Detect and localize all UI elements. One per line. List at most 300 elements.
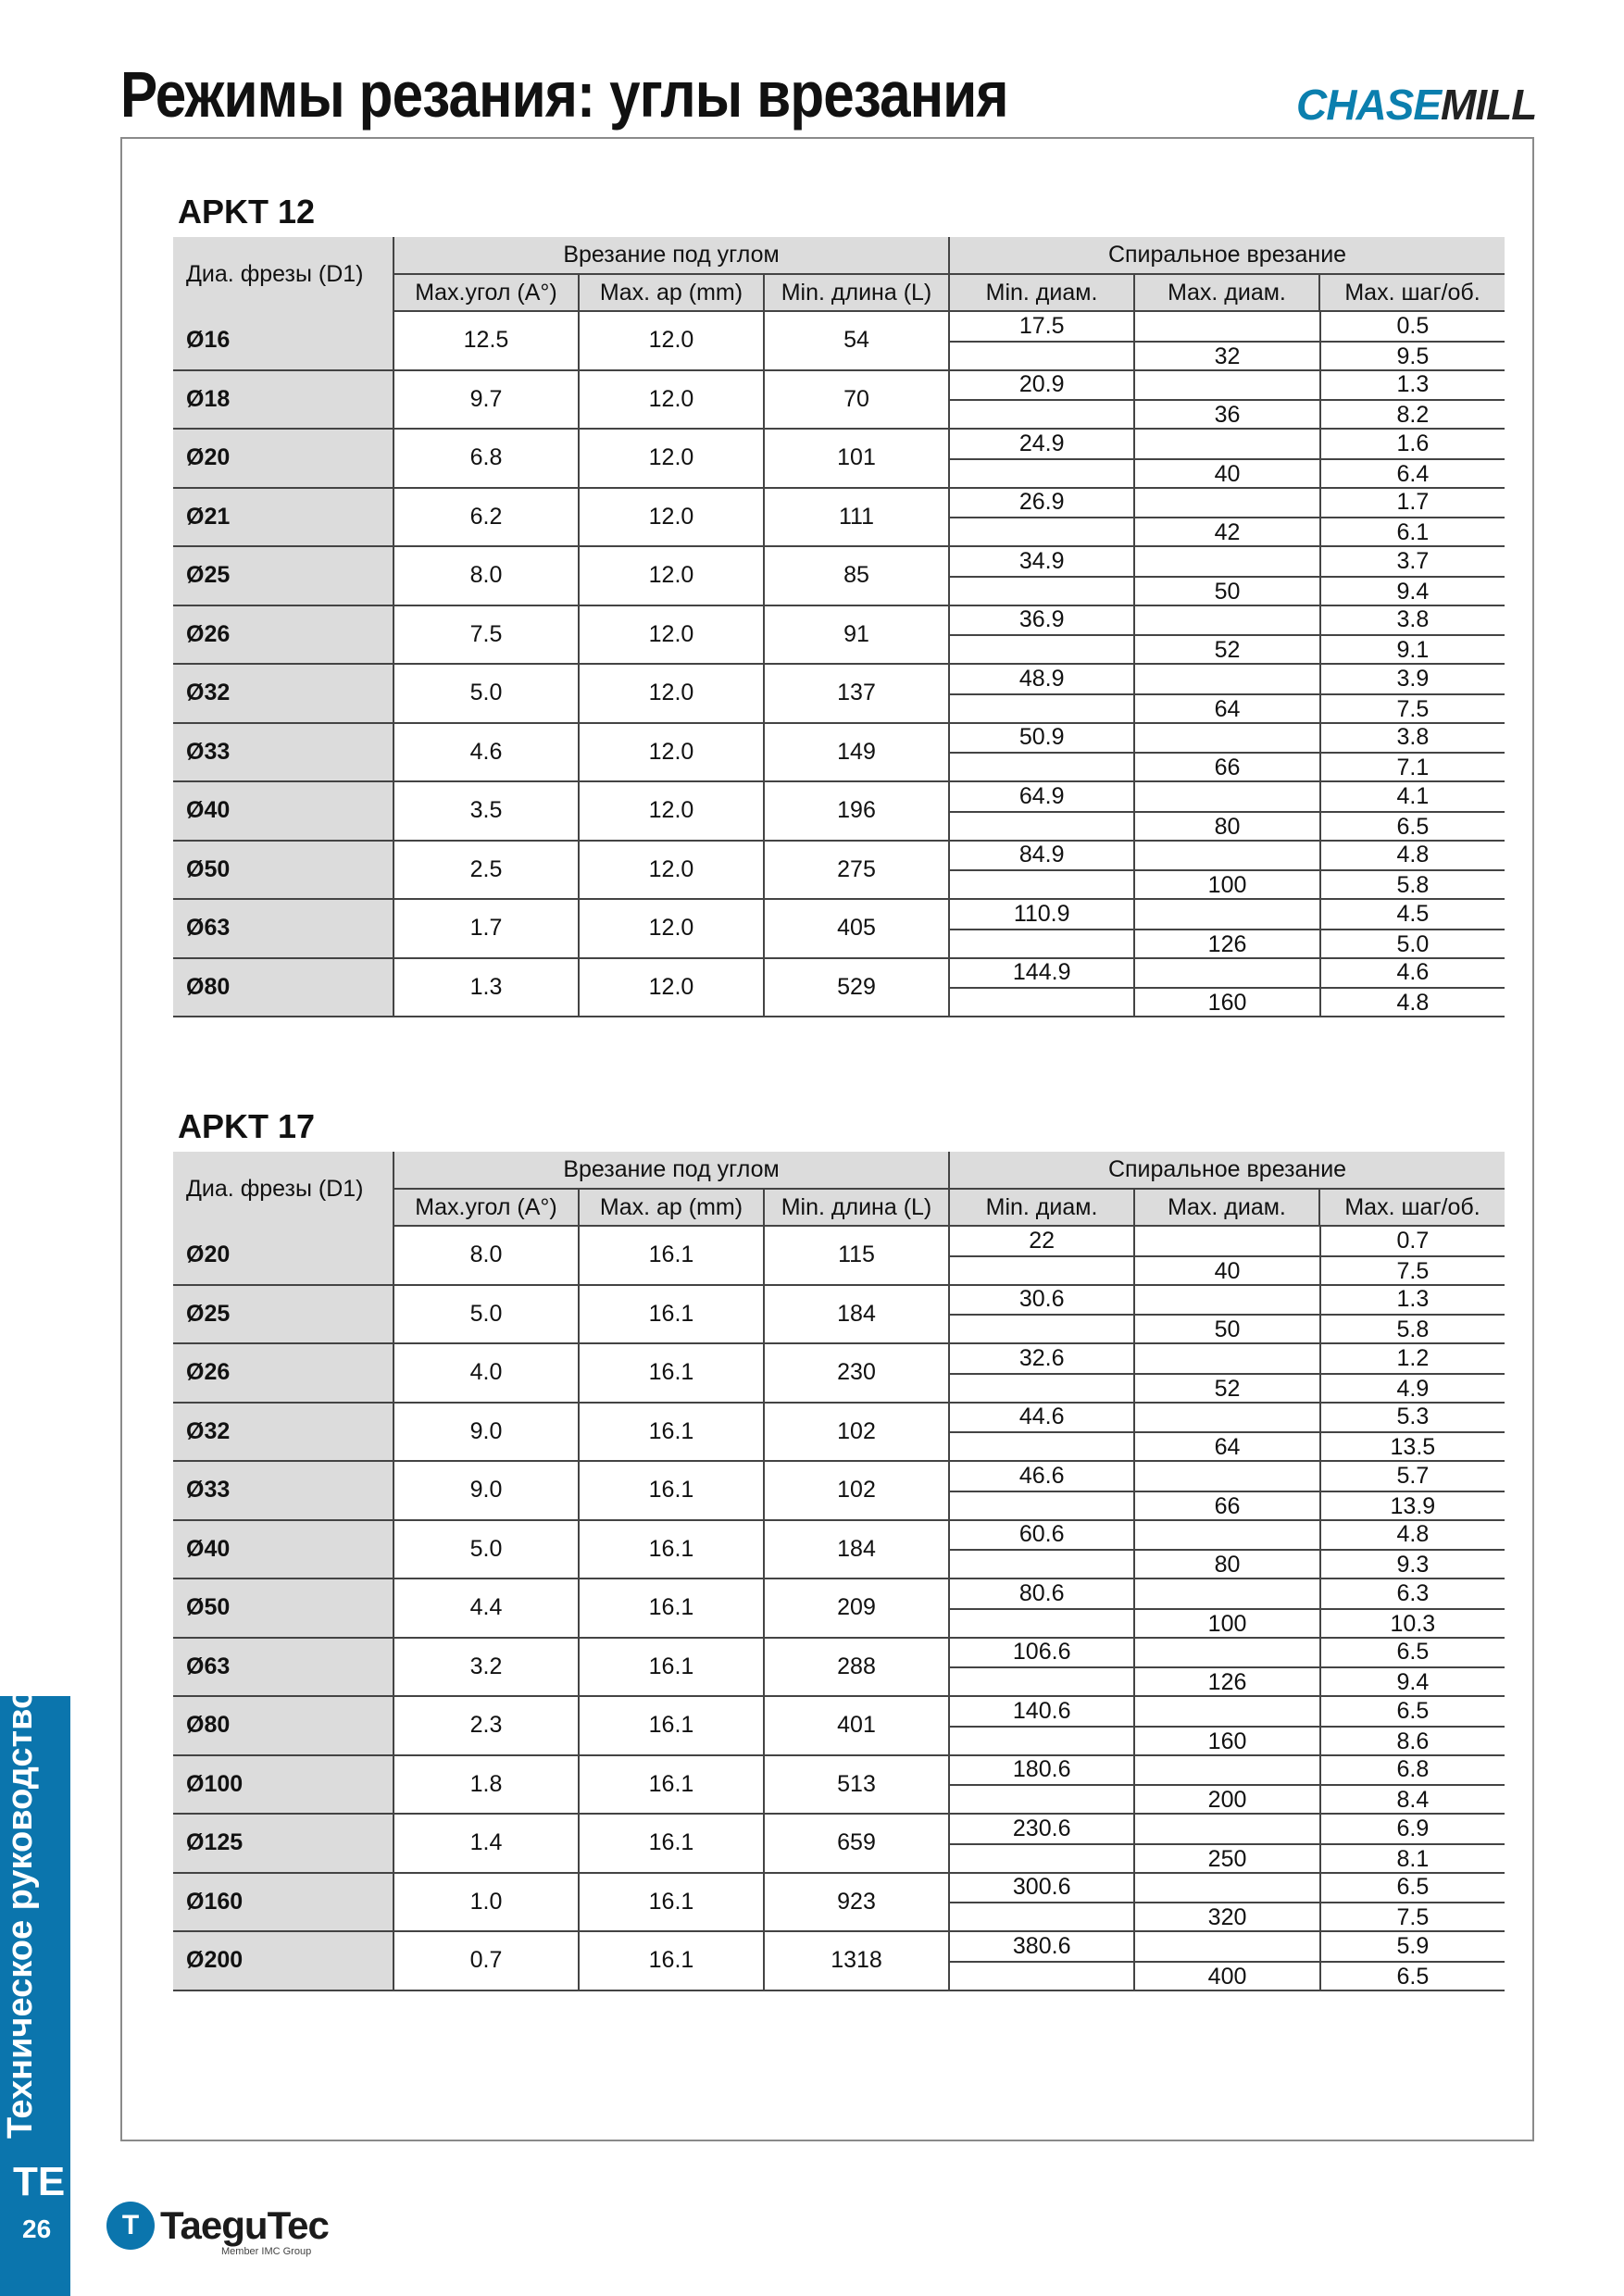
- max-dia-cell: 42: [1135, 518, 1320, 547]
- cutter-dia-cell: Ø50: [173, 1578, 394, 1638]
- table-row: [173, 723, 1505, 782]
- cutter-dia-cell: Ø200: [173, 1931, 394, 1990]
- helical-cell-group: [949, 664, 1505, 723]
- header-group-helical: Спиральное врезание: [949, 1152, 1505, 1189]
- header-max-angle: Max.угол (A°): [394, 1189, 579, 1226]
- max-ap-cell: 12.0: [579, 429, 764, 488]
- max-pitch-cell-2: 8.2: [1396, 402, 1430, 429]
- min-dia-cell: 22: [950, 1227, 1135, 1255]
- max-angle-cell: 0.7: [394, 1931, 579, 1990]
- helical-cell-group: [949, 1814, 1505, 1873]
- min-dia-cell: 17.5: [950, 312, 1135, 341]
- max-pitch-cell-1: 1.2: [1396, 1344, 1430, 1371]
- min-length-cell: 54: [764, 311, 949, 370]
- max-pitch-cell-2: 9.4: [1396, 578, 1430, 605]
- helical-cell-group: [949, 723, 1505, 782]
- max-pitch-cell-2: 7.5: [1396, 1904, 1430, 1931]
- max-angle-cell: 12.5: [394, 311, 579, 370]
- min-length-cell: 1318: [764, 1931, 949, 1990]
- max-ap-cell: 16.1: [579, 1578, 764, 1638]
- max-dia-cell: 320: [1135, 1903, 1320, 1932]
- max-dia-cell: 50: [1135, 1316, 1320, 1344]
- empty-cell: [950, 1551, 1135, 1579]
- max-pitch-cell-2: 13.9: [1390, 1492, 1436, 1519]
- min-length-cell: 288: [764, 1638, 949, 1697]
- min-length-cell: 102: [764, 1461, 949, 1520]
- max-angle-cell: 2.3: [394, 1696, 579, 1755]
- max-pitch-cell-2: 6.1: [1396, 519, 1430, 546]
- min-dia-cell: 46.6: [950, 1462, 1135, 1491]
- table-row: [173, 664, 1505, 723]
- empty-cell: [1135, 1815, 1320, 1843]
- empty-cell: [1135, 1462, 1320, 1491]
- max-angle-cell: 5.0: [394, 1285, 579, 1344]
- section-title-apkt17: APKT 17: [178, 1107, 316, 1145]
- max-ap-cell: 12.0: [579, 488, 764, 547]
- min-length-cell: 137: [764, 664, 949, 723]
- cutter-dia-cell: Ø20: [173, 429, 394, 488]
- cutter-dia-cell: Ø160: [173, 1873, 394, 1932]
- empty-cell: [1135, 430, 1320, 458]
- max-angle-cell: 1.7: [394, 899, 579, 958]
- cutter-dia-cell: Ø80: [173, 958, 394, 1017]
- helical-cell-group: [949, 1578, 1505, 1638]
- empty-cell: [1135, 1756, 1320, 1785]
- empty-cell: [1135, 1579, 1320, 1608]
- max-pitch-cell-2: 9.4: [1396, 1669, 1430, 1696]
- max-pitch-cell-1: 1.7: [1396, 489, 1430, 516]
- max-ap-cell: 16.1: [579, 1520, 764, 1579]
- max-ap-cell: 12.0: [579, 899, 764, 958]
- table-row: [173, 781, 1505, 841]
- cutter-dia-cell: Ø33: [173, 723, 394, 782]
- max-pitch-cell-2: 4.8: [1396, 990, 1430, 1017]
- max-angle-cell: 9.0: [394, 1403, 579, 1462]
- min-length-cell: 111: [764, 488, 949, 547]
- max-dia-cell: 66: [1135, 1492, 1320, 1521]
- header-group-ramp: Врезание под углом: [394, 1152, 949, 1189]
- max-pitch-cell-1: 3.8: [1396, 724, 1430, 751]
- max-pitch-cell-1: 4.8: [1396, 1521, 1430, 1548]
- helical-cell-group: [949, 1931, 1505, 1990]
- header-min-dia: Min. диам.: [949, 1189, 1134, 1226]
- max-pitch-cell-2: 6.5: [1396, 1963, 1430, 1990]
- max-pitch-cell-1: 6.8: [1396, 1756, 1430, 1783]
- max-dia-cell: 32: [1135, 343, 1320, 371]
- spec-table-apkt12: [173, 237, 1505, 1017]
- side-tab-label: Техническое руководство: [1, 1687, 40, 2139]
- header-min-length: Min. длина (L): [764, 274, 949, 311]
- min-dia-cell: 48.9: [950, 665, 1135, 693]
- min-dia-cell: 34.9: [950, 547, 1135, 576]
- empty-cell: [950, 636, 1135, 665]
- helical-cell-group: [949, 1755, 1505, 1815]
- empty-cell: [1135, 1344, 1320, 1373]
- empty-cell: [950, 813, 1135, 842]
- max-pitch-cell-2: 8.6: [1396, 1728, 1430, 1754]
- min-length-cell: 196: [764, 781, 949, 841]
- min-length-cell: 513: [764, 1755, 949, 1815]
- empty-cell: [1135, 547, 1320, 576]
- empty-cell: [950, 754, 1135, 782]
- cutter-dia-cell: Ø63: [173, 1638, 394, 1697]
- max-pitch-cell-1: 3.7: [1396, 547, 1430, 574]
- max-dia-cell: 100: [1135, 871, 1320, 900]
- cutter-dia-cell: Ø25: [173, 546, 394, 605]
- empty-cell: [950, 930, 1135, 959]
- empty-cell: [1135, 1639, 1320, 1667]
- max-ap-cell: 16.1: [579, 1696, 764, 1755]
- empty-cell: [950, 1433, 1135, 1462]
- max-pitch-cell-1: 3.9: [1396, 665, 1430, 692]
- empty-cell: [950, 1963, 1135, 1991]
- min-length-cell: 529: [764, 958, 949, 1017]
- empty-cell: [950, 1786, 1135, 1815]
- table-row: [173, 1696, 1505, 1755]
- helical-cell-group: [949, 429, 1505, 488]
- max-dia-cell: 64: [1135, 695, 1320, 724]
- max-ap-cell: 16.1: [579, 1343, 764, 1403]
- cutter-dia-cell: Ø63: [173, 899, 394, 958]
- max-pitch-cell-2: 7.5: [1396, 695, 1430, 722]
- max-pitch-cell-1: 6.5: [1396, 1697, 1430, 1724]
- empty-cell: [1135, 665, 1320, 693]
- empty-cell: [950, 1668, 1135, 1697]
- table-row: [173, 1578, 1505, 1638]
- min-length-cell: 230: [764, 1343, 949, 1403]
- min-length-cell: 275: [764, 841, 949, 900]
- max-dia-cell: 80: [1135, 1551, 1320, 1579]
- empty-cell: [1135, 312, 1320, 341]
- helical-cell-group: [949, 841, 1505, 900]
- helical-cell-group: [949, 1520, 1505, 1579]
- max-dia-cell: 160: [1135, 1728, 1320, 1756]
- empty-cell: [1135, 1227, 1320, 1255]
- max-angle-cell: 6.2: [394, 488, 579, 547]
- max-angle-cell: 9.7: [394, 370, 579, 430]
- min-dia-cell: 32.6: [950, 1344, 1135, 1373]
- empty-cell: [1135, 489, 1320, 518]
- table-row: [173, 1461, 1505, 1520]
- min-dia-cell: 140.6: [950, 1697, 1135, 1726]
- empty-cell: [1135, 1932, 1320, 1961]
- max-pitch-cell-2: 6.4: [1396, 460, 1430, 487]
- min-dia-cell: 36.9: [950, 606, 1135, 635]
- max-angle-cell: 1.0: [394, 1873, 579, 1932]
- max-pitch-cell-1: 4.8: [1396, 842, 1430, 868]
- max-ap-cell: 12.0: [579, 311, 764, 370]
- min-dia-cell: 50.9: [950, 724, 1135, 753]
- table-row: [173, 1638, 1505, 1697]
- max-dia-cell: 200: [1135, 1786, 1320, 1815]
- cutter-dia-cell: Ø33: [173, 1461, 394, 1520]
- max-pitch-cell-1: 4.1: [1396, 782, 1430, 809]
- table-row: [173, 370, 1505, 430]
- max-pitch-cell-1: 4.6: [1396, 959, 1430, 986]
- header-group-ramp: Врезание под углом: [394, 237, 949, 274]
- max-angle-cell: 5.0: [394, 664, 579, 723]
- min-dia-cell: 180.6: [950, 1756, 1135, 1785]
- max-pitch-cell-1: 4.5: [1396, 900, 1430, 927]
- header-max-angle: Max.угол (A°): [394, 274, 579, 311]
- max-pitch-cell-1: 6.9: [1396, 1815, 1430, 1841]
- min-dia-cell: 230.6: [950, 1815, 1135, 1843]
- max-pitch-cell-1: 6.5: [1396, 1639, 1430, 1666]
- min-dia-cell: 24.9: [950, 430, 1135, 458]
- helical-cell-group: [949, 370, 1505, 430]
- min-dia-cell: 60.6: [950, 1521, 1135, 1550]
- max-angle-cell: 5.0: [394, 1520, 579, 1579]
- min-length-cell: 923: [764, 1873, 949, 1932]
- min-dia-cell: 80.6: [950, 1579, 1135, 1608]
- max-dia-cell: 64: [1135, 1433, 1320, 1462]
- helical-cell-group: [949, 1343, 1505, 1403]
- helical-cell-group: [949, 1226, 1505, 1285]
- max-ap-cell: 16.1: [579, 1873, 764, 1932]
- max-angle-cell: 4.4: [394, 1578, 579, 1638]
- min-dia-cell: 84.9: [950, 842, 1135, 870]
- max-pitch-cell-2: 6.5: [1396, 813, 1430, 840]
- max-pitch-cell-1: 5.3: [1396, 1404, 1430, 1430]
- table-row: [173, 1755, 1505, 1815]
- header-min-length: Min. длина (L): [764, 1189, 949, 1226]
- max-dia-cell: 36: [1135, 401, 1320, 430]
- max-pitch-cell-1: 0.5: [1396, 312, 1430, 339]
- max-angle-cell: 3.5: [394, 781, 579, 841]
- empty-cell: [1135, 371, 1320, 400]
- cutter-dia-cell: Ø20: [173, 1226, 394, 1285]
- max-ap-cell: 16.1: [579, 1285, 764, 1344]
- empty-cell: [1135, 1874, 1320, 1903]
- max-pitch-cell-1: 3.8: [1396, 606, 1430, 633]
- min-length-cell: 209: [764, 1578, 949, 1638]
- cutter-dia-cell: Ø125: [173, 1814, 394, 1873]
- max-angle-cell: 1.3: [394, 958, 579, 1017]
- helical-cell-group: [949, 546, 1505, 605]
- empty-cell: [950, 401, 1135, 430]
- max-dia-cell: 250: [1135, 1845, 1320, 1874]
- max-pitch-cell-2: 5.0: [1396, 930, 1430, 957]
- helical-cell-group: [949, 1873, 1505, 1932]
- max-ap-cell: 16.1: [579, 1461, 764, 1520]
- empty-cell: [950, 1903, 1135, 1932]
- helical-cell-group: [949, 958, 1505, 1017]
- table-row: [173, 1403, 1505, 1462]
- cutter-dia-cell: Ø32: [173, 664, 394, 723]
- max-pitch-cell-2: 4.9: [1396, 1375, 1430, 1402]
- empty-cell: [950, 518, 1135, 547]
- max-ap-cell: 16.1: [579, 1755, 764, 1815]
- header-cutter-dia: Диа. фрезы (D1): [173, 237, 394, 311]
- header-max-dia: Max. диам.: [1134, 1189, 1319, 1226]
- header-max-ap: Max. ap (mm): [579, 1189, 764, 1226]
- table-row: [173, 311, 1505, 370]
- min-length-cell: 91: [764, 605, 949, 665]
- max-dia-cell: 40: [1135, 1257, 1320, 1286]
- taegutec-mark-icon: T: [106, 2202, 155, 2250]
- max-ap-cell: 12.0: [579, 841, 764, 900]
- empty-cell: [950, 460, 1135, 489]
- max-angle-cell: 1.8: [394, 1755, 579, 1815]
- cutter-dia-cell: Ø40: [173, 781, 394, 841]
- max-ap-cell: 12.0: [579, 781, 764, 841]
- min-dia-cell: 144.9: [950, 959, 1135, 988]
- cutter-dia-cell: Ø26: [173, 1343, 394, 1403]
- table-row: [173, 1873, 1505, 1932]
- max-angle-cell: 3.2: [394, 1638, 579, 1697]
- min-length-cell: 184: [764, 1520, 949, 1579]
- empty-cell: [1135, 1286, 1320, 1315]
- max-angle-cell: 1.4: [394, 1814, 579, 1873]
- max-dia-cell: 160: [1135, 989, 1320, 1017]
- empty-cell: [1135, 842, 1320, 870]
- max-ap-cell: 12.0: [579, 605, 764, 665]
- max-dia-cell: 80: [1135, 813, 1320, 842]
- empty-cell: [950, 1257, 1135, 1286]
- cutter-dia-cell: Ø26: [173, 605, 394, 665]
- empty-cell: [950, 1610, 1135, 1639]
- empty-cell: [950, 871, 1135, 900]
- helical-cell-group: [949, 1696, 1505, 1755]
- chasemill-logo: CHASEMILL: [1296, 81, 1537, 129]
- header-cutter-dia: Диа. фрезы (D1): [173, 1152, 394, 1226]
- max-pitch-cell-1: 5.9: [1396, 1932, 1430, 1959]
- max-ap-cell: 16.1: [579, 1226, 764, 1285]
- min-length-cell: 184: [764, 1285, 949, 1344]
- spec-table-apkt17: [173, 1152, 1505, 1991]
- table-row: [173, 1931, 1505, 1990]
- header-max-dia: Max. диам.: [1134, 274, 1319, 311]
- max-angle-cell: 6.8: [394, 429, 579, 488]
- max-ap-cell: 16.1: [579, 1931, 764, 1990]
- min-length-cell: 101: [764, 429, 949, 488]
- min-length-cell: 659: [764, 1814, 949, 1873]
- max-angle-cell: 4.6: [394, 723, 579, 782]
- helical-cell-group: [949, 1285, 1505, 1344]
- table-row: [173, 958, 1505, 1017]
- min-length-cell: 85: [764, 546, 949, 605]
- table-row: [173, 429, 1505, 488]
- cutter-dia-cell: Ø21: [173, 488, 394, 547]
- max-dia-cell: 400: [1135, 1963, 1320, 1991]
- max-angle-cell: 4.0: [394, 1343, 579, 1403]
- empty-cell: [950, 1845, 1135, 1874]
- max-pitch-cell-2: 8.1: [1396, 1845, 1430, 1872]
- header-group-helical: Спиральное врезание: [949, 237, 1505, 274]
- table-row: [173, 1285, 1505, 1344]
- helical-cell-group: [949, 1461, 1505, 1520]
- min-length-cell: 149: [764, 723, 949, 782]
- header-max-pitch: Max. шаг/об.: [1319, 1189, 1505, 1226]
- cutter-dia-cell: Ø40: [173, 1520, 394, 1579]
- min-length-cell: 405: [764, 899, 949, 958]
- max-pitch-cell-2: 7.1: [1396, 755, 1430, 781]
- max-dia-cell: 126: [1135, 1668, 1320, 1697]
- max-pitch-cell-1: 5.7: [1396, 1462, 1430, 1489]
- max-pitch-cell-2: 10.3: [1390, 1610, 1436, 1637]
- max-ap-cell: 12.0: [579, 370, 764, 430]
- empty-cell: [950, 1492, 1135, 1521]
- empty-cell: [950, 1316, 1135, 1344]
- max-dia-cell: 52: [1135, 636, 1320, 665]
- max-angle-cell: 8.0: [394, 546, 579, 605]
- cutter-dia-cell: Ø50: [173, 841, 394, 900]
- min-dia-cell: 30.6: [950, 1286, 1135, 1315]
- empty-cell: [1135, 606, 1320, 635]
- cutter-dia-cell: Ø80: [173, 1696, 394, 1755]
- max-pitch-cell-2: 13.5: [1390, 1434, 1436, 1461]
- max-dia-cell: 66: [1135, 754, 1320, 782]
- max-ap-cell: 12.0: [579, 958, 764, 1017]
- empty-cell: [950, 989, 1135, 1017]
- max-pitch-cell-1: 6.3: [1396, 1579, 1430, 1606]
- max-pitch-cell-2: 5.8: [1396, 872, 1430, 899]
- max-pitch-cell-1: 0.7: [1396, 1227, 1430, 1254]
- helical-cell-group: [949, 311, 1505, 370]
- helical-cell-group: [949, 899, 1505, 958]
- max-ap-cell: 12.0: [579, 546, 764, 605]
- cutter-dia-cell: Ø16: [173, 311, 394, 370]
- max-ap-cell: 16.1: [579, 1814, 764, 1873]
- page-number: 26: [22, 2215, 52, 2243]
- min-length-cell: 401: [764, 1696, 949, 1755]
- max-pitch-cell-2: 9.3: [1396, 1552, 1430, 1578]
- min-length-cell: 115: [764, 1226, 949, 1285]
- min-dia-cell: 44.6: [950, 1404, 1135, 1432]
- empty-cell: [950, 695, 1135, 724]
- max-dia-cell: 100: [1135, 1610, 1320, 1639]
- table-row: [173, 1814, 1505, 1873]
- cutter-dia-cell: Ø25: [173, 1285, 394, 1344]
- page-title: Режимы резания: углы врезания: [120, 58, 1008, 131]
- min-dia-cell: 20.9: [950, 371, 1135, 400]
- helical-cell-group: [949, 781, 1505, 841]
- table-row: [173, 488, 1505, 547]
- max-pitch-cell-2: 9.1: [1396, 637, 1430, 664]
- max-pitch-cell-2: 7.5: [1396, 1257, 1430, 1284]
- empty-cell: [1135, 782, 1320, 811]
- empty-cell: [950, 1728, 1135, 1756]
- max-pitch-cell-1: 1.6: [1396, 430, 1430, 456]
- cutter-dia-cell: Ø32: [173, 1403, 394, 1462]
- header-min-dia: Min. диам.: [949, 274, 1134, 311]
- empty-cell: [950, 343, 1135, 371]
- empty-cell: [1135, 959, 1320, 988]
- empty-cell: [1135, 900, 1320, 929]
- empty-cell: [1135, 1521, 1320, 1550]
- section-title-apkt12: APKT 12: [178, 193, 316, 231]
- section-code: TE: [13, 2159, 66, 2204]
- min-dia-cell: 300.6: [950, 1874, 1135, 1903]
- helical-cell-group: [949, 1638, 1505, 1697]
- table-row: [173, 1226, 1505, 1285]
- max-angle-cell: 9.0: [394, 1461, 579, 1520]
- max-ap-cell: 16.1: [579, 1403, 764, 1462]
- cutter-dia-cell: Ø18: [173, 370, 394, 430]
- table-row: [173, 1520, 1505, 1579]
- min-dia-cell: 110.9: [950, 900, 1135, 929]
- max-ap-cell: 12.0: [579, 664, 764, 723]
- min-dia-cell: 380.6: [950, 1932, 1135, 1961]
- max-ap-cell: 16.1: [579, 1638, 764, 1697]
- header-max-pitch: Max. шаг/об.: [1319, 274, 1505, 311]
- empty-cell: [950, 1375, 1135, 1404]
- taegutec-logo: T TaeguTec Member IMC Group: [106, 2202, 329, 2250]
- max-angle-cell: 7.5: [394, 605, 579, 665]
- table-row: [173, 1343, 1505, 1403]
- max-pitch-cell-1: 1.3: [1396, 1286, 1430, 1313]
- max-dia-cell: 52: [1135, 1375, 1320, 1404]
